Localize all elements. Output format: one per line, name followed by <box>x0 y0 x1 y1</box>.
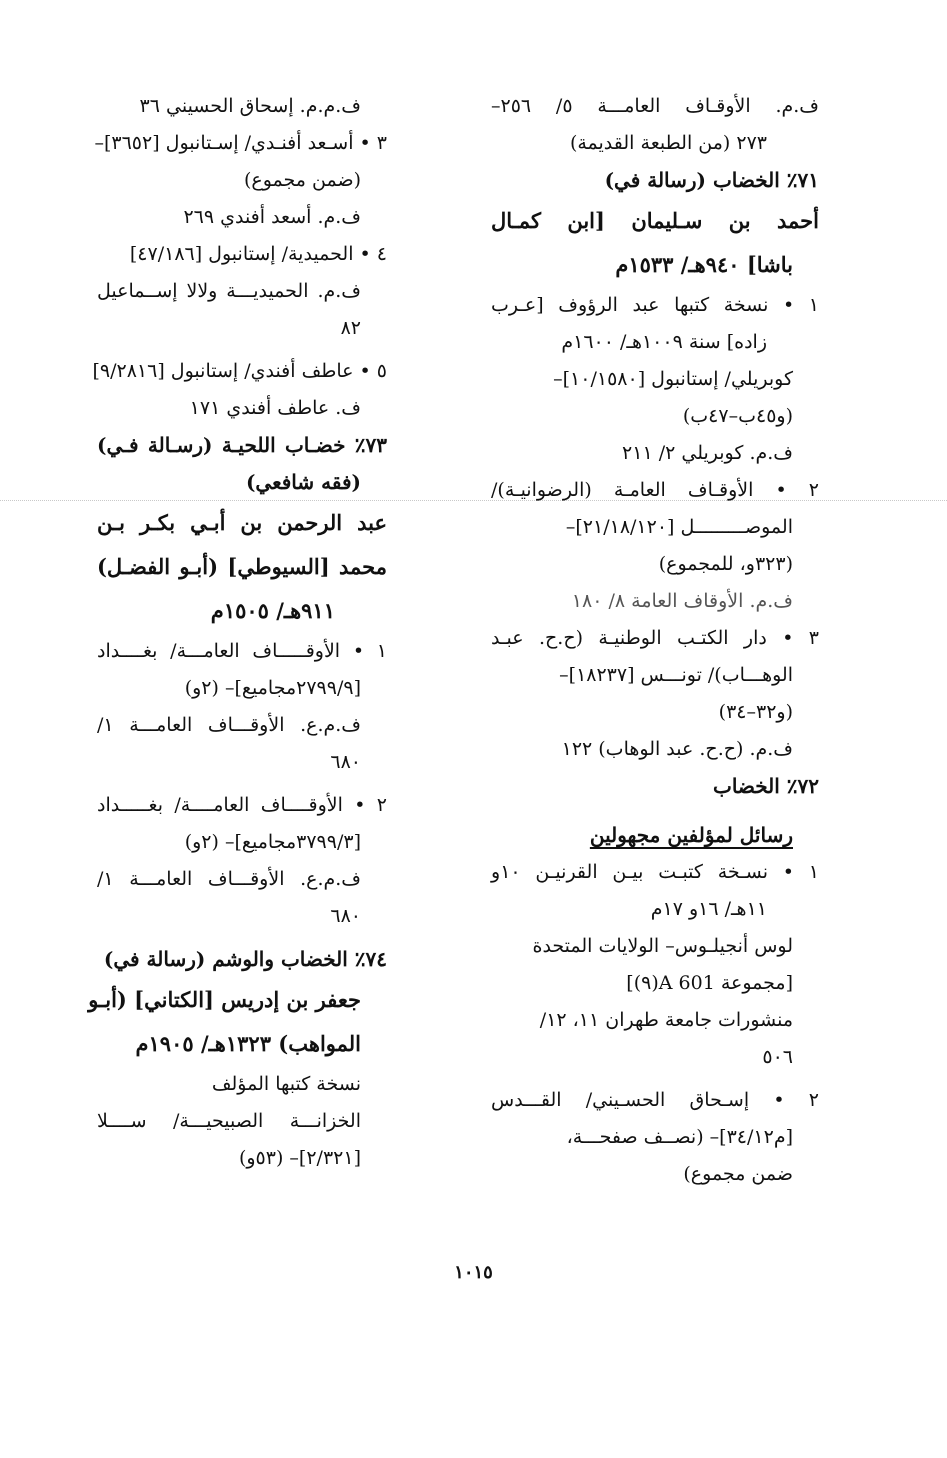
text-line: الموصـــــــــل [٢١/١٨/١٢٠]– <box>565 516 793 538</box>
text-line: ١ • الأوقـــــاف العامـــة/ بغــــداد <box>97 640 387 662</box>
text-line: الوهـــاب)/ تونـــس [١٨٢٣٧]– <box>559 664 793 686</box>
page-number: ١٠١٥ <box>454 1262 493 1283</box>
text-line: [٣٧٩٩/٣مجاميع]– (٢و) <box>184 831 361 853</box>
text-line: (و٣٢–٣٤) <box>718 701 793 723</box>
text-line: زاده] سنة ١٠٠٩هـ/ ١٦٠٠م <box>561 331 767 353</box>
text-line: ف.م.ع. الأوقـــاف العامـــة ١/ <box>97 868 361 890</box>
author-line: جعفر بن إدريس [الكتاني] (أبـو <box>88 987 361 1012</box>
author-line: أحمد بن سـليمان [ابن كمـال <box>491 208 819 233</box>
text-line: (٣٢٣و، للمجموع) <box>658 553 793 575</box>
entry-heading: ٧٤٪ الخضاب والوشم (رسالة في) <box>103 947 387 971</box>
text-line: [م٣٤/١٢]– (نصــف صفحـــة، <box>566 1126 793 1148</box>
text-line: ٨٢ <box>340 317 361 339</box>
text-line: منشورات جامعة طهران ١١، ١٢/ <box>539 1009 793 1031</box>
text-line: ف.م. الأوقاف العامة ٨/ ١٨٠ <box>571 590 793 612</box>
text-line: ١١هـ/ ١٦و ١٧م <box>650 898 767 920</box>
text-line: ٢ • إسـحاق الحسـيني/ القـــدس <box>491 1089 819 1111</box>
entry-heading: ٧١٪ الخضاب (رسالة في) <box>604 168 819 192</box>
right-column <box>491 88 819 1193</box>
text-line: ف.م. كوبريلي ٢/ ٢١١ <box>622 442 793 464</box>
text-line: ٦٨٠ <box>330 751 361 773</box>
text-line: ٤ • الحميدية/ إستانبول [٤٧/١٨٦] <box>129 243 387 265</box>
spacer <box>491 805 819 817</box>
text-line: ١ • نسـخة كتبـت بيـن القرنيـن ١٠و <box>491 861 819 883</box>
text-line: [مجموعة A 601(٩)] <box>626 972 793 994</box>
text-line: ضمن مجموع) <box>683 1163 793 1185</box>
entry-heading: (فقه شافعي) <box>245 470 361 494</box>
text-line: ف.م. (ح.ح. عبد الوهاب) ١٢٢ <box>561 738 793 760</box>
text-line: [٢٧٩٩/٩مجاميع]– (٢و) <box>184 677 361 699</box>
text-line: ف. عاطف أفندي ١٧١ <box>189 397 361 419</box>
text-line: ٦٨٠ <box>330 905 361 927</box>
text-line: ٥ • عاطف أفندي/ إستانبول [٩/٢٨١٦] <box>92 360 387 382</box>
text-line: الخزانـــة الصبيحيـــة/ ســــلا <box>97 1110 361 1132</box>
text-line: ف.م.م. إسحاق الحسيني ٣٦ <box>139 95 361 117</box>
left-column <box>88 88 387 1177</box>
text-line: ف.م. أسعد أفندي ٢٦٩ <box>183 206 361 228</box>
text-line: ٣ • أسـعد أفنـدي/ إسـتانبول [٣٦٥٢]– <box>94 132 387 154</box>
text-line: ٥٠٦ <box>762 1046 793 1068</box>
entry-heading: رسائل لمؤلفين مجهولين <box>589 823 793 847</box>
text-line: ٢ • الأوقــــاف العامــــة/ بغـــــداد <box>97 794 387 816</box>
text-line: ٢ • الأوقـاف العامـة (الرضوانيـة)/ <box>491 479 819 501</box>
text-line: ١ • نسخة كتبها عبد الرؤوف [عـرب <box>491 294 819 316</box>
text-line: ف.م.ع. الأوقـــاف العامـــة ١/ <box>97 714 361 736</box>
author-line: باشا] ٩٤٠هـ/ ١٥٣٣م <box>615 252 793 277</box>
entry-heading: ٧٢٪ الخضاب <box>712 774 819 798</box>
text-line: ٢٧٣ (من الطبعة القديمة) <box>569 132 767 154</box>
text-line: (ضمن مجموع) <box>243 169 361 191</box>
text-line: نسخة كتبها المؤلف <box>211 1073 361 1095</box>
text-line: (و٤٥ب–٤٧ب) <box>682 405 793 427</box>
text-line: كوبريلي/ إستانبول [١٠/١٥٨٠]– <box>553 368 793 390</box>
entry-heading: ٧٣٪ خضـاب اللحيـة (رسـالة فـي) <box>97 433 387 457</box>
author-line: عبد الرحمن بن أبـي بكـر بـن <box>97 510 387 535</box>
author-line: ٩١١هـ/ ١٥٠٥م <box>210 598 335 623</box>
author-line: المواهب) ١٣٢٣هـ/ ١٩٠٥م <box>135 1031 361 1056</box>
text-line: لوس أنجيلـوس– الولايات المتحدة <box>532 935 793 957</box>
text-line: [٢/٣٢١]– (٥٣و) <box>238 1147 361 1169</box>
text-line: ٣ • دار الكتـب الوطنيـة (ح.ح. عبـد <box>491 627 819 649</box>
text-line: ف.م. الحميديـــة ولالا إســماعيل <box>97 280 361 302</box>
text-line: ف.م. الأوقـاف العامـــة ٥/ ٢٥٦– <box>491 95 819 117</box>
author-line: محمد [السيوطي] (أبـو الفضـل) <box>97 554 387 579</box>
